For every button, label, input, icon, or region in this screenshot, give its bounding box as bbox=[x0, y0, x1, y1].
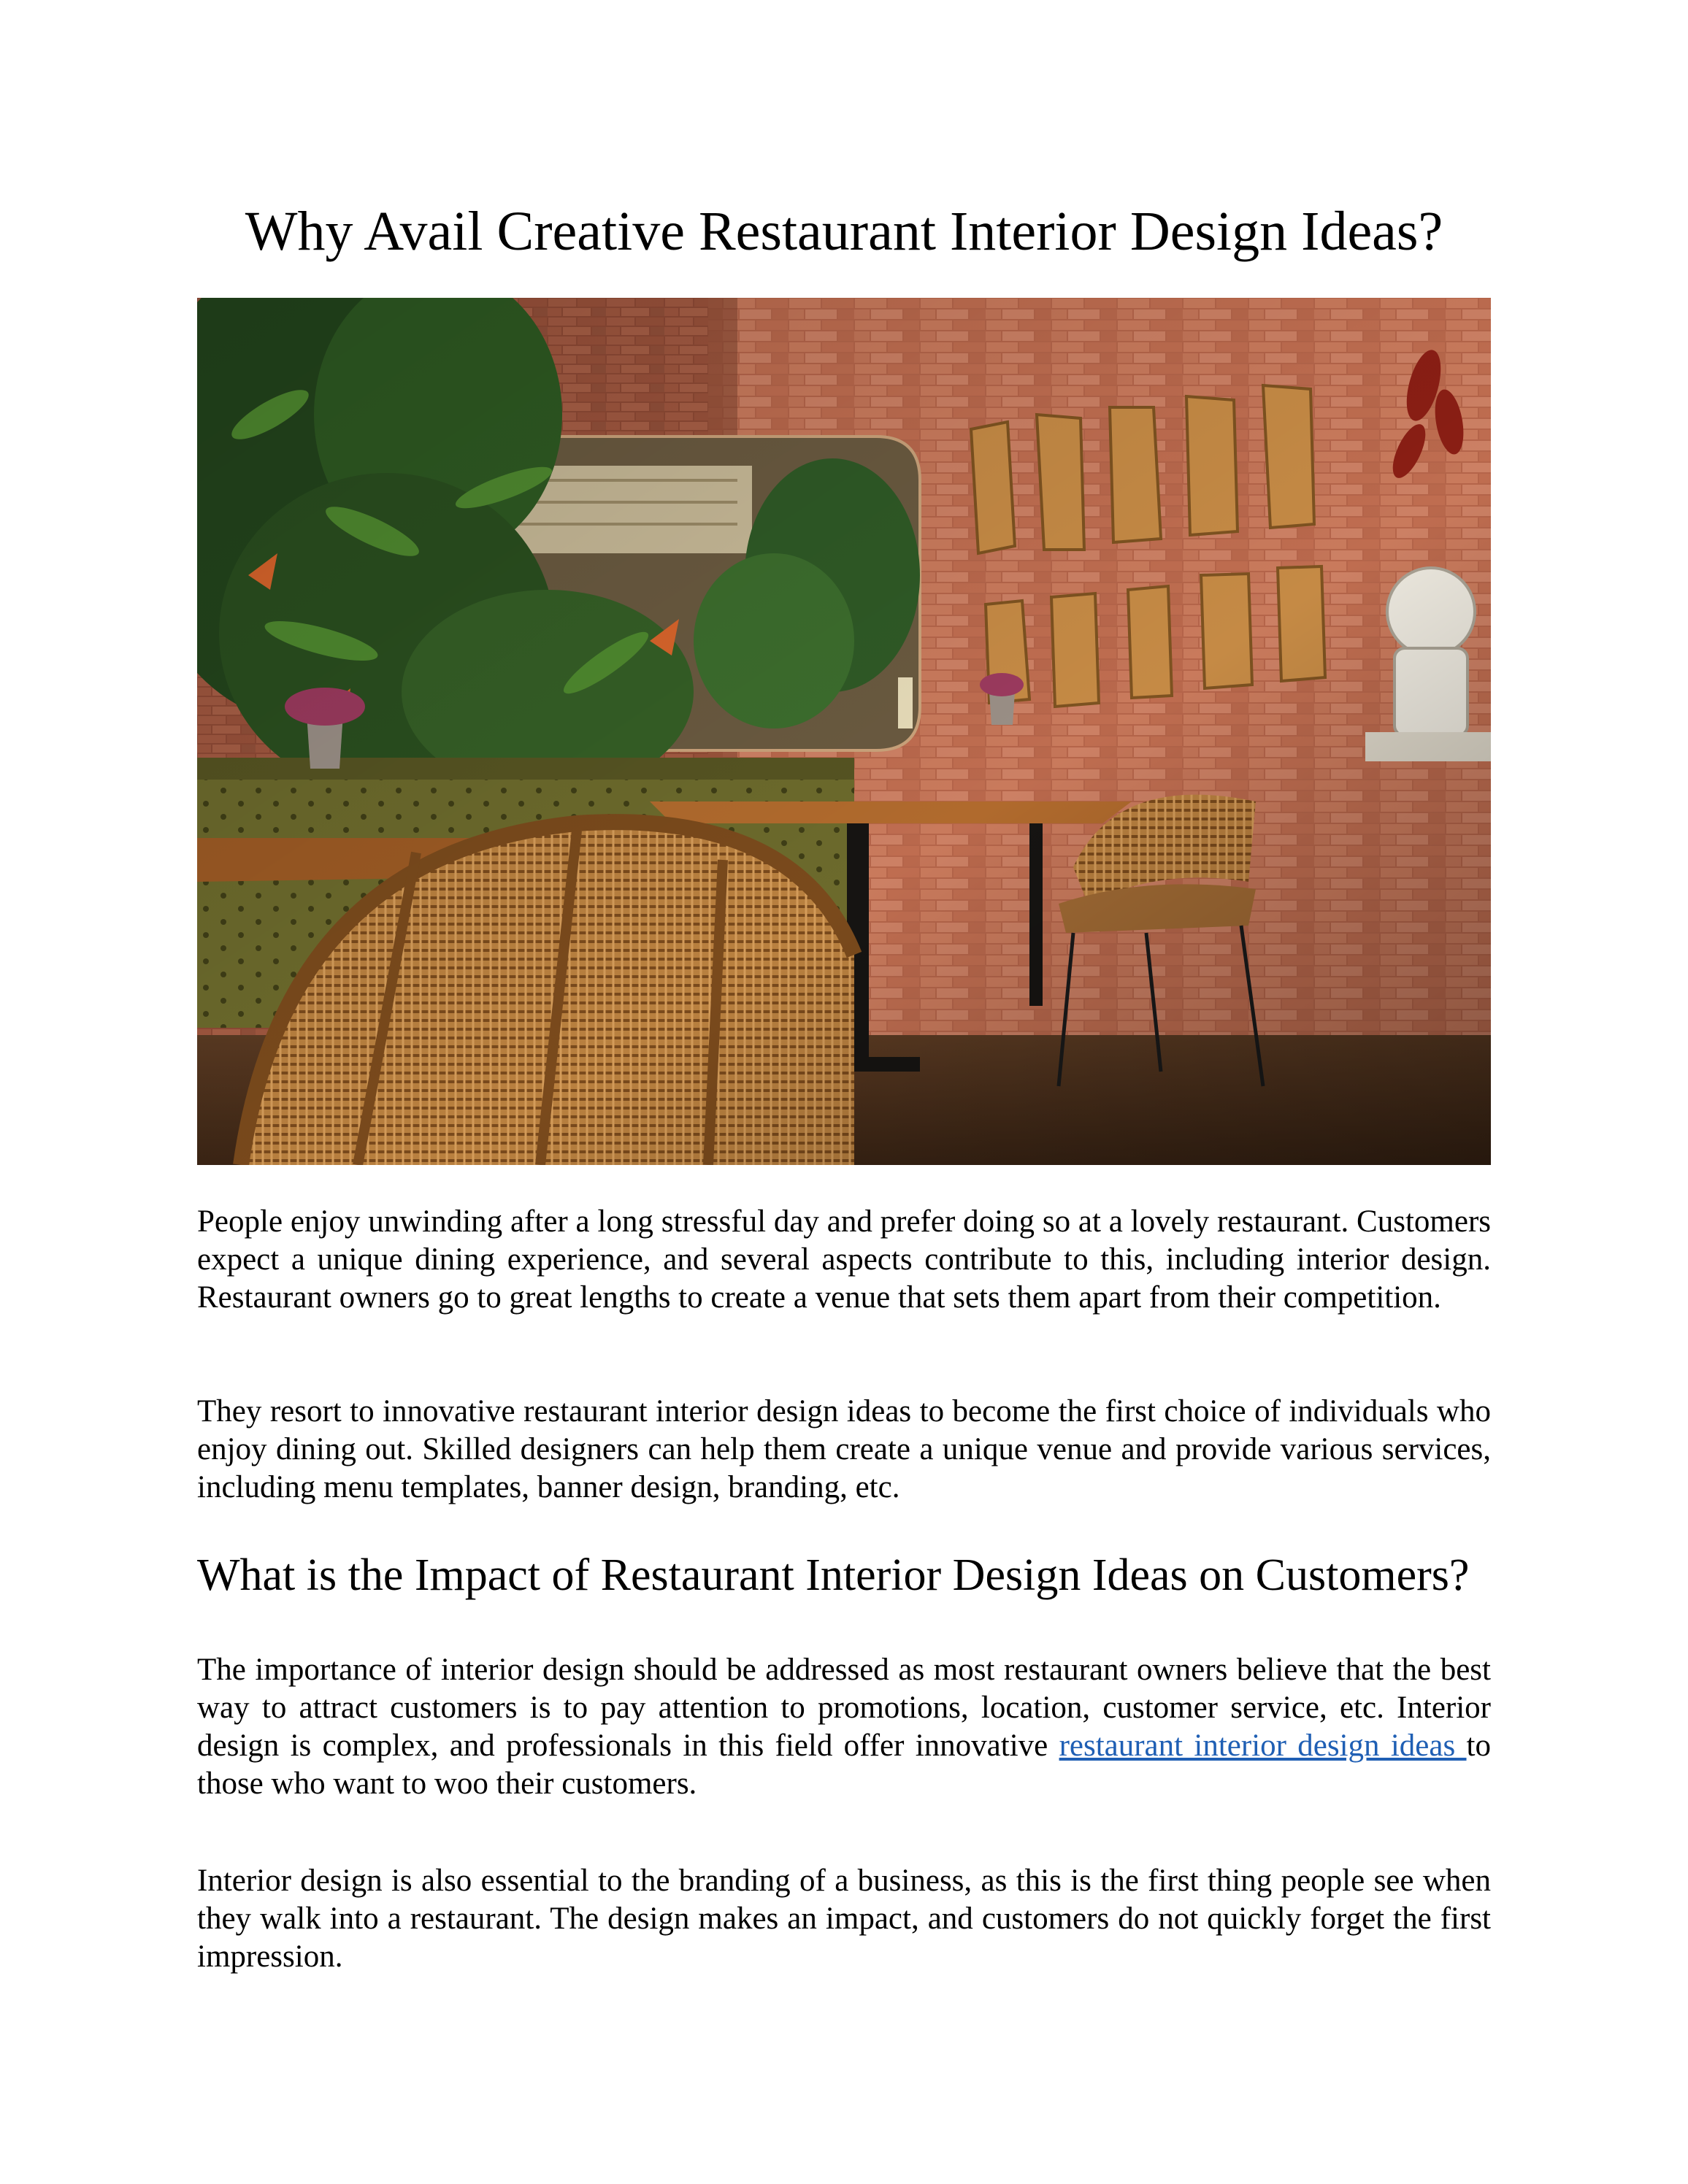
branding-paragraph: Interior design is also essential to the branding of a business, as this is the first thing people see when they walk into a restaurant. The design makes an impact, and customers do not quickly forget the first impression. bbox=[197, 1864, 1491, 1974]
design-ideas-paragraph: They resort to innovative restaurant interior design ideas to become the first choice of individuals who enjoy dining out. Skilled designers can help them create a unique venue and provide various services, including menu templates, banner design, branding, etc. bbox=[197, 1394, 1491, 1504]
importance-text-before-link: The importance of interior design should be addressed as most restaurant owners believe that the best way to attract customers is to pay attention to promotions, location, customer service, etc. Interior design is complex, and professionals in this field offer innovative bbox=[197, 1653, 1491, 1763]
importance-paragraph bbox=[197, 1651, 1491, 1803]
page-title: Why Avail Creative Restaurant Interior Design Ideas? bbox=[245, 201, 1443, 262]
restaurant-interior-design-ideas-link[interactable]: restaurant interior design ideas bbox=[1059, 1729, 1467, 1763]
intro-paragraph: People enjoy unwinding after a long stressful day and prefer doing so at a lovely restaurant. Customers expect a unique dining experience, and several aspects contribute to this, including interior design. Restaurant owners go to great lengths to create a venue that sets them apart from their competition. bbox=[197, 1204, 1491, 1315]
restaurant-interior-photo bbox=[197, 298, 1491, 1165]
section-heading: What is the Impact of Restaurant Interior Design Ideas on Customers? bbox=[197, 1550, 1470, 1600]
importance-text-after-link: to those who want to woo their customers. bbox=[197, 1729, 1491, 1801]
